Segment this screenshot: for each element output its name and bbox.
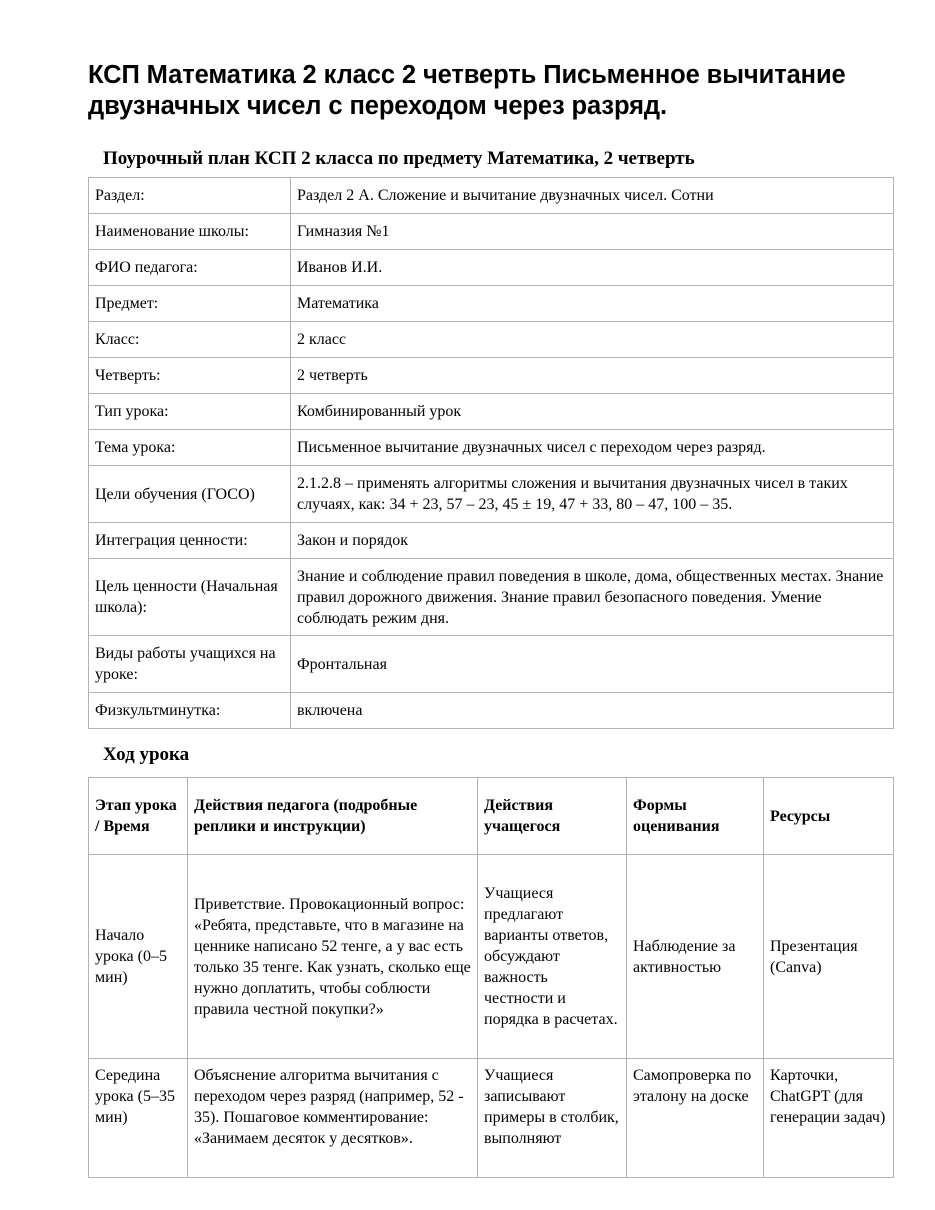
table-row — [89, 855, 894, 1059]
table-row — [89, 358, 894, 394]
assessment-cell: Наблюдение за активностью — [627, 855, 764, 1059]
info-label: Четверть: — [89, 358, 291, 394]
table-row — [89, 693, 894, 729]
student-actions-cell: Учащиеся записывают примеры в столбик, выполняют — [478, 1059, 627, 1178]
info-value: Закон и порядок — [291, 523, 894, 559]
info-value: Знание и соблюдение правил поведения в школе, дома, общественных местах. Знание правил дорожного движения. Знание правил безопасного поведения. Умение соблюдать режим дня. — [291, 559, 894, 636]
info-value: 2 класс — [291, 322, 894, 358]
teacher-actions-cell: Объяснение алгоритма вычитания с переходом через разряд (например, 52 - 35). Пошаговое комментирование: «Занимаем десяток у десятков». — [188, 1059, 478, 1178]
info-value: Раздел 2 А. Сложение и вычитание двузначных чисел. Сотни — [291, 178, 894, 214]
info-label: Наименование школы: — [89, 214, 291, 250]
table-row — [89, 214, 894, 250]
column-header-resources: Ресурсы — [764, 778, 894, 855]
info-value: Гимназия №1 — [291, 214, 894, 250]
lesson-heading: Ход урока — [103, 744, 190, 765]
table-row — [89, 394, 894, 430]
info-value: 2 четверть — [291, 358, 894, 394]
info-label: Предмет: — [89, 286, 291, 322]
table-row — [89, 322, 894, 358]
table-header-row — [89, 778, 894, 855]
student-actions-cell: Учащиеся предлагают варианты ответов, обсуждают важность честности и порядка в расчетах. — [478, 855, 627, 1059]
plan-heading: Поурочный план КСП 2 класса по предмету Математика, 2 четверть — [103, 148, 695, 169]
table-row — [89, 250, 894, 286]
table-row — [89, 466, 894, 523]
assessment-cell: Самопроверка по эталону на доске — [627, 1059, 764, 1178]
info-value: Письменное вычитание двузначных чисел с переходом через разряд. — [291, 430, 894, 466]
column-header-student: Действия учащегося — [478, 778, 627, 855]
column-header-teacher: Действия педагога (подробные реплики и инструкции) — [188, 778, 478, 855]
info-label: Физкультминутка: — [89, 693, 291, 729]
document-page — [88, 0, 893, 1178]
resources-cell: Презентация (Canva) — [764, 855, 894, 1059]
info-value: Математика — [291, 286, 894, 322]
info-value: Комбинированный урок — [291, 394, 894, 430]
table-row — [89, 559, 894, 636]
info-value: Фронтальная — [291, 636, 894, 693]
lesson-info-table — [88, 177, 894, 729]
lesson-flow-table — [88, 777, 894, 1178]
table-row — [89, 1059, 894, 1178]
info-label: Цели обучения (ГОСО) — [89, 466, 291, 523]
info-label: ФИО педагога: — [89, 250, 291, 286]
column-header-assessment: Формы оценивания — [627, 778, 764, 855]
info-value: Иванов И.И. — [291, 250, 894, 286]
info-label: Тип урока: — [89, 394, 291, 430]
table-row — [89, 286, 894, 322]
info-label: Виды работы учащихся на уроке: — [89, 636, 291, 693]
table-row — [89, 636, 894, 693]
table-row — [89, 178, 894, 214]
stage-cell: Начало урока (0–5 мин) — [89, 855, 188, 1059]
info-label: Интеграция ценности: — [89, 523, 291, 559]
info-value: включена — [291, 693, 894, 729]
resources-cell: Карточки, ChatGPT (для генерации задач) — [764, 1059, 894, 1178]
stage-cell: Середина урока (5–35 мин) — [89, 1059, 188, 1178]
table-row — [89, 430, 894, 466]
teacher-actions-cell: Приветствие. Провокационный вопрос: «Ребята, представьте, что в магазине на ценнике написано 52 тенге, а у вас есть только 35 тенге. Как узнать, сколько еще нужно доплатить, чтобы соблюсти правила честной покупки?» — [188, 855, 478, 1059]
info-label: Цель ценности (Начальная школа): — [89, 559, 291, 636]
document-title: КСП Математика 2 класс 2 четверть Письменное вычитание двузначных чисел с переходом через разряд. — [88, 61, 846, 120]
column-header-stage: Этап урока / Время — [89, 778, 188, 855]
info-label: Класс: — [89, 322, 291, 358]
info-label: Раздел: — [89, 178, 291, 214]
info-value: 2.1.2.8 – применять алгоритмы сложения и вычитания двузначных чисел в таких случаях, как: 34 + 23, 57 – 23, 45 ± 19, 47 + 33, 80 – 47, 100 – 35. — [291, 466, 894, 523]
table-row — [89, 523, 894, 559]
info-label: Тема урока: — [89, 430, 291, 466]
